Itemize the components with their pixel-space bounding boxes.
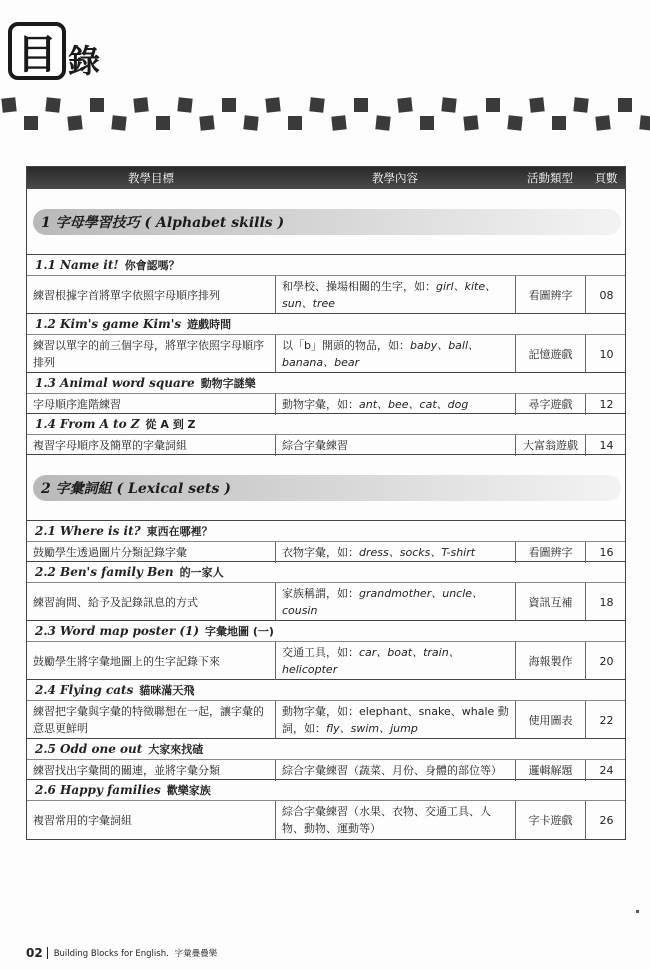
- unit-title-en: 2.5 Odd one out: [35, 742, 143, 756]
- checker-square: [309, 97, 324, 112]
- checker-square: [552, 116, 566, 130]
- unit-title-en: 1.2 Kim's game Kim's: [35, 317, 182, 331]
- table-row: [27, 394, 625, 414]
- goal-text: 字母順序進階練習: [33, 398, 121, 411]
- header-page: 頁數: [594, 171, 618, 185]
- content-zh: 和學校、操場相關的生字，如：: [282, 280, 436, 293]
- unit-title-zh: 大家來找碴: [148, 743, 204, 756]
- content-en: dress、socks、T-shirt: [359, 546, 476, 559]
- content-en: car、boat、train、helicopter: [282, 646, 460, 676]
- type-cell: [515, 583, 585, 621]
- table-row: [27, 435, 625, 455]
- checker-square: [397, 97, 412, 112]
- unit-title: [27, 255, 625, 276]
- unit-title-en: 1.4 From A to Z: [35, 417, 140, 431]
- unit-title-zh: 貓咪滿天飛: [139, 684, 195, 697]
- unit-title-en: 2.6 Happy families: [35, 783, 161, 797]
- table-row: [27, 542, 625, 562]
- page-cell: [585, 276, 627, 314]
- type-text: 看圖辨字: [528, 546, 573, 559]
- page-cell: [585, 701, 627, 739]
- goal-text: 複習字母順序及簡單的字彙詞組: [33, 439, 187, 452]
- content-en: girl、kite、sun、tree: [282, 280, 497, 310]
- unit-title: [27, 780, 625, 801]
- footer: [26, 946, 217, 960]
- unit-title-en: 2.2 Ben's family Ben: [35, 565, 174, 579]
- header-type: 活動類型: [527, 171, 573, 185]
- section-bar: [27, 455, 625, 521]
- content-zh: 綜合字彙練習: [282, 439, 348, 452]
- table-row: [27, 760, 625, 780]
- content-zh: 動物字彙，如：: [282, 398, 359, 411]
- table-row: [27, 801, 625, 839]
- goal-cell: [27, 801, 275, 839]
- content-zh: 動物字彙，如：elephant、snake、whale 動詞，如：: [282, 705, 509, 735]
- unit-title: [27, 521, 625, 542]
- unit-title-zh: 從 A 到 Z: [145, 418, 196, 431]
- page-cell: [585, 335, 627, 373]
- content-cell: [275, 801, 515, 839]
- unit-title-zh: 歡樂家族: [166, 784, 211, 797]
- goal-cell: [27, 701, 275, 739]
- goal-cell: [27, 642, 275, 680]
- unit-title: [27, 314, 625, 335]
- unit-title-en: 1.1 Name it!: [35, 258, 119, 272]
- type-text: 字卡遊戲: [528, 813, 573, 827]
- content-en: ant、bee、cat、dog: [359, 398, 469, 411]
- content-zh: 綜合字彙練習（蔬菜、月份、身體的部位等）: [282, 764, 502, 777]
- page-number: 18: [599, 595, 614, 609]
- page-cell: [585, 642, 627, 680]
- type-text: 大富翁遊戲: [523, 439, 578, 452]
- checker-square: [265, 97, 280, 112]
- type-text: 看圖辨字: [528, 288, 573, 302]
- type-cell: [515, 760, 585, 781]
- content-cell: [275, 542, 515, 563]
- edge-dot: [636, 910, 639, 913]
- unit-title-en: 2.1 Where is it?: [35, 524, 141, 538]
- content-en: baby、ball、banana、bear: [282, 339, 480, 369]
- table-row: [27, 335, 625, 373]
- goal-text: 練習找出字彙間的關連，並將字彙分類: [33, 764, 220, 777]
- checker-square: [111, 115, 126, 130]
- table-row: [27, 701, 625, 739]
- type-text: 海報製作: [528, 654, 573, 668]
- content-cell: [275, 701, 515, 739]
- toc-header: [27, 167, 625, 189]
- checker-square: [222, 98, 236, 112]
- page-cell: [585, 435, 627, 456]
- unit-title-en: 2.3 Word map poster (1): [35, 624, 200, 638]
- page-number: 10: [599, 347, 614, 361]
- section-title: 1 字母學習技巧 ( Alphabet skills ): [33, 209, 621, 235]
- section-bar: [27, 189, 625, 255]
- page-title-lu: 錄: [68, 42, 101, 80]
- unit-title-zh: 的一家人: [179, 566, 224, 579]
- unit-title: [27, 562, 625, 583]
- goal-text: 鼓勵學生透過圖片分類記錄字彙: [33, 546, 187, 559]
- table-row: [27, 642, 625, 680]
- page-cell: [585, 542, 627, 563]
- type-cell: [515, 276, 585, 314]
- goal-text: 複習常用的字彙詞組: [33, 813, 132, 827]
- unit-title-zh: 東西在哪裡？: [146, 525, 213, 538]
- page-cell: [585, 760, 627, 781]
- section-title: 2 字彙詞組 ( Lexical sets ): [33, 475, 621, 501]
- goal-cell: [27, 394, 275, 415]
- content-zh: 衣物字彙，如：: [282, 546, 359, 559]
- content-zh: 綜合字彙練習（水果、衣物、交通工具、人物、動物、運動等）: [282, 805, 491, 835]
- type-cell: [515, 394, 585, 415]
- checker-square: [177, 97, 192, 112]
- checker-square: [441, 97, 456, 112]
- checker-square: [375, 115, 390, 130]
- goal-text: 練習以單字的前三個字母，將單字依照字母順序排列: [33, 339, 264, 369]
- checker-square: [354, 98, 368, 112]
- header-goal: 教學目標: [128, 171, 174, 185]
- page-number: 20: [599, 654, 614, 668]
- goal-cell: [27, 435, 275, 456]
- checker-square: [420, 116, 434, 130]
- goal-cell: [27, 335, 275, 373]
- checker-square: [243, 115, 258, 130]
- unit-title-en: 1.3 Animal word square: [35, 376, 195, 390]
- type-cell: [515, 642, 585, 680]
- table-row: [27, 583, 625, 621]
- checker-square: [486, 98, 500, 112]
- unit-title: [27, 680, 625, 701]
- checker-decoration: [0, 96, 650, 136]
- checker-square: [45, 97, 60, 112]
- unit-title-zh: 你會認嗎？: [124, 259, 180, 272]
- goal-cell: [27, 760, 275, 781]
- checker-square: [156, 116, 170, 130]
- content-cell: [275, 335, 515, 373]
- checker-square: [618, 98, 632, 112]
- toc-table: [26, 166, 626, 840]
- goal-cell: [27, 583, 275, 621]
- page-title: [8, 22, 148, 82]
- content-zh: 以「b」開頭的物品，如：: [282, 339, 410, 352]
- header-content: 教學內容: [372, 171, 418, 185]
- page-number: 24: [599, 764, 614, 777]
- unit-title: [27, 414, 625, 435]
- content-en: fly、swim、jump: [326, 722, 418, 735]
- goal-cell: [27, 276, 275, 314]
- goal-text: 鼓勵學生將字彙地圖上的生字記錄下來: [33, 654, 220, 668]
- type-text: 資訊互補: [528, 595, 573, 609]
- content-en: grandmother、uncle、cousin: [282, 587, 484, 617]
- type-cell: [515, 435, 585, 456]
- footer-divider: [47, 947, 48, 959]
- page-number: 14: [599, 439, 614, 452]
- checker-square: [24, 116, 38, 130]
- checker-square: [507, 115, 522, 130]
- goal-text: 練習詢問、給予及記錄訊息的方式: [33, 595, 198, 609]
- type-cell: [515, 542, 585, 563]
- goal-text: 練習根據字首將單字依照字母順序排列: [33, 288, 220, 302]
- footer-page-number: 02: [26, 946, 43, 960]
- checker-square: [67, 115, 82, 130]
- type-text: 邏輯解題: [528, 764, 573, 777]
- page-number: 26: [599, 813, 614, 827]
- checker-square: [331, 115, 346, 130]
- unit-title: [27, 739, 625, 760]
- content-cell: [275, 435, 515, 456]
- unit-title-zh: 動物字謎樂: [200, 377, 256, 390]
- content-zh: 家族稱謂，如：: [282, 587, 359, 600]
- page-cell: [585, 394, 627, 415]
- checker-square: [529, 97, 544, 112]
- checker-square: [133, 97, 148, 112]
- content-zh: 交通工具，如：: [282, 646, 359, 659]
- goal-cell: [27, 542, 275, 563]
- type-text: 使用圖表: [528, 713, 573, 727]
- checker-square: [288, 116, 302, 130]
- page-number: 22: [599, 713, 614, 727]
- checker-square: [639, 115, 650, 130]
- goal-text: 練習把字彙與字彙的特徵聯想在一起，讓字彙的意思更鮮明: [33, 705, 264, 735]
- unit-title: [27, 373, 625, 394]
- page-cell: [585, 801, 627, 839]
- checker-square: [90, 98, 104, 112]
- checker-square: [463, 115, 478, 130]
- content-cell: [275, 394, 515, 415]
- page-title-mu: 目: [8, 22, 66, 80]
- footer-book-title: Building Blocks for English．字彙疊疊樂: [53, 949, 218, 959]
- checker-square: [1, 97, 16, 112]
- checker-square: [573, 97, 588, 112]
- type-cell: [515, 335, 585, 373]
- content-cell: [275, 583, 515, 621]
- unit-title-en: 2.4 Flying cats: [35, 683, 134, 697]
- unit-title-zh: 遊戲時間: [187, 318, 232, 331]
- unit-title: [27, 621, 625, 642]
- content-cell: [275, 276, 515, 314]
- checker-square: [199, 115, 214, 130]
- content-cell: [275, 642, 515, 680]
- table-row: [27, 276, 625, 314]
- page-number: 08: [599, 288, 614, 302]
- page-number: 12: [599, 398, 614, 411]
- type-cell: [515, 701, 585, 739]
- checker-square: [595, 115, 610, 130]
- content-cell: [275, 760, 515, 781]
- type-cell: [515, 801, 585, 839]
- page-cell: [585, 583, 627, 621]
- unit-title-zh: 字彙地圖 (一): [205, 625, 274, 638]
- type-text: 尋字遊戲: [528, 398, 573, 411]
- page-number: 16: [599, 546, 614, 559]
- type-text: 記憶遊戲: [528, 347, 573, 361]
